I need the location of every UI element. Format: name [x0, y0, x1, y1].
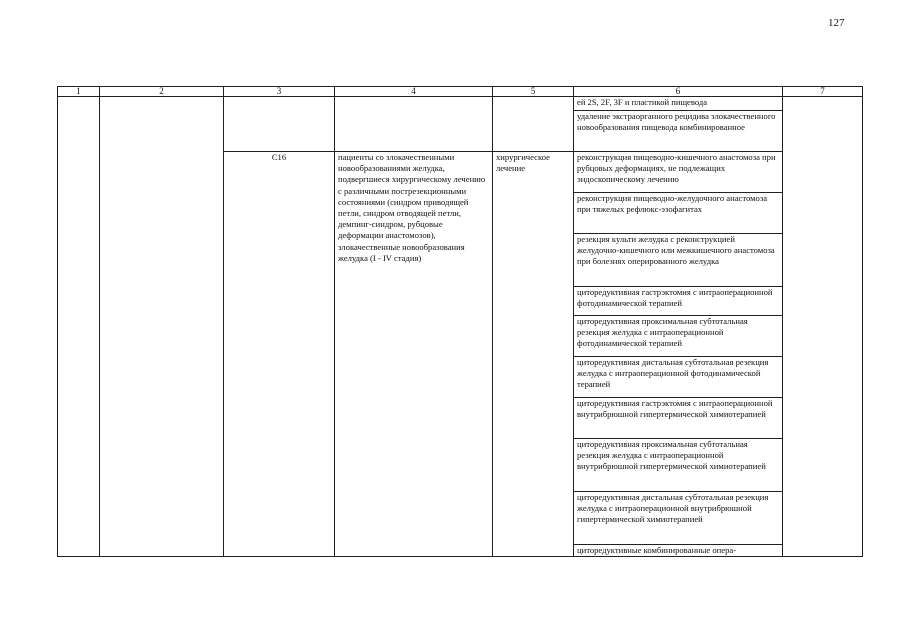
method-cell: циторедуктивная дистальная субтотальная резекция желудка с интраоперационной внутрибрюшной гипертермической химиотерапией [574, 492, 783, 545]
table-row [58, 97, 863, 111]
method-cell: циторедуктивная проксимальная субтотальная резекция желудка с интраоперационной фотодинамической терапией [574, 316, 783, 357]
col3-prev-cell [224, 97, 335, 152]
col1-cell [58, 97, 100, 557]
method-cell: резекция культи желудка с реконструкцией желудочно-кишечного или межкишечного анастомоза при болезнях оперированного желудка [574, 234, 783, 287]
col-header-6: 6 [574, 87, 783, 97]
method-cell: реконструкция пищеводно-кишечного анастомоза при рубцовых деформациях, не подлежащих эндоскопическому лечению [574, 152, 783, 193]
col2-cell [100, 97, 224, 557]
method-cell: циторедуктивная проксимальная субтотальная резекция желудка с интраоперационной внутрибрюшной гипертермической химиотерапией [574, 439, 783, 492]
col-header-2: 2 [100, 87, 224, 97]
col-header-7: 7 [783, 87, 863, 97]
method-cell: циторедуктивная дистальная субтотальная резекция желудка с интраоперационной фотодинамической терапией [574, 357, 783, 398]
method-cell: ей 2S, 2F, 3F и пластикой пищевода [574, 97, 783, 111]
medical-services-table [57, 86, 863, 557]
diagnosis-code: C16 [224, 152, 335, 557]
method-cell: удаление экстраорганного рецидива злокачественного новообразования пищевода комбинированное [574, 111, 783, 152]
method-cell: циторедуктивная гастрэктомия с интраоперационной фотодинамической терапией [574, 287, 783, 316]
col-header-4: 4 [335, 87, 493, 97]
col-header-1: 1 [58, 87, 100, 97]
method-cell: циторедуктивные комбинированные опера- [574, 545, 783, 557]
col-header-5: 5 [493, 87, 574, 97]
header-row [58, 87, 863, 97]
col5-prev-cell [493, 97, 574, 152]
col4-prev-cell [335, 97, 493, 152]
col7-cell [783, 97, 863, 557]
method-cell: реконструкция пищеводно-желудочного анастомоза при тяжелых рефлюкс-эзофагитах [574, 193, 783, 234]
patient-model: пациенты со злокачественными новообразованиями желудка, подвергшиеся хирургическому лечению с различными пострезекционными состояниями (синдром приводящей петли, синдром отводящей петли, демпинг-синдром, рубцовые деформации анастомозов), злокачественные новообразования желудка (I - IV стадия) [335, 152, 493, 557]
treatment-type: хирургическое лечение [493, 152, 574, 557]
page-number: 127 [828, 17, 845, 29]
col-header-3: 3 [224, 87, 335, 97]
method-cell: циторедуктивная гастрэктомия с интраоперационной внутрибрюшной гипертермической химиотерапией [574, 398, 783, 439]
